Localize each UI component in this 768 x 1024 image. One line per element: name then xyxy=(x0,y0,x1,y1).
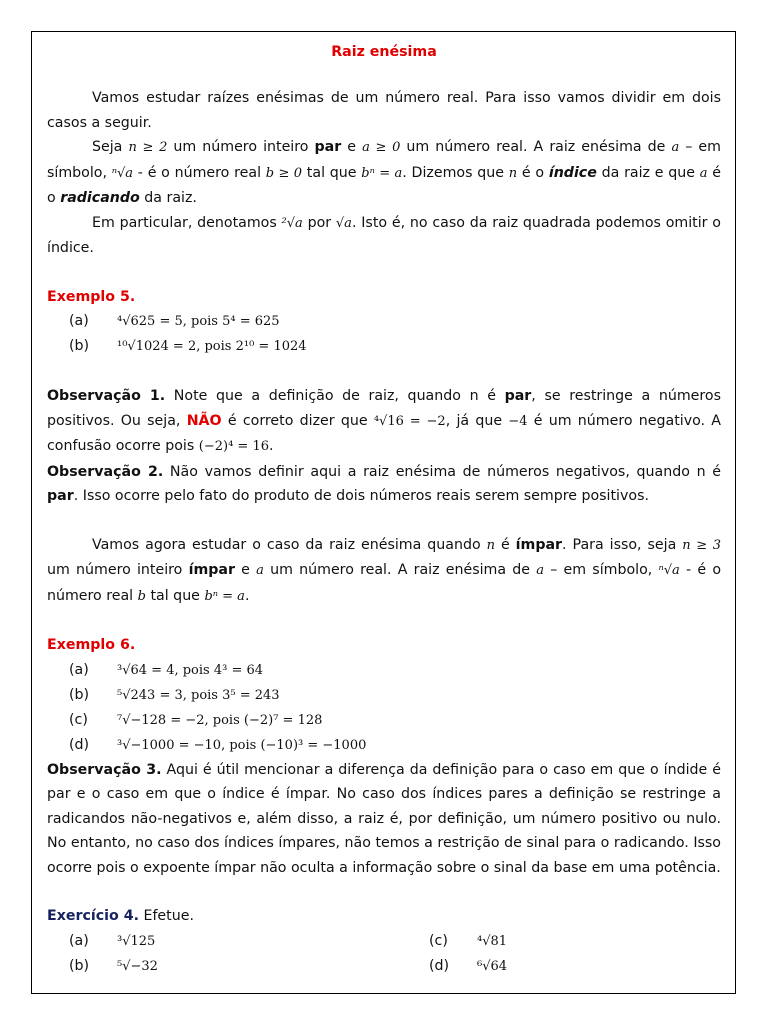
item-label: (b) xyxy=(69,338,90,354)
item-expression: ⁴√625 = 5, pois 5⁴ = 625 xyxy=(117,314,280,329)
item-label: (a) xyxy=(69,313,89,329)
text-run: e xyxy=(234,562,257,578)
exercise-heading-label: Exercício 4. xyxy=(47,908,139,924)
text-run: é o xyxy=(47,164,721,206)
item-label: (b) xyxy=(69,686,90,703)
bold-italic-term: radicando xyxy=(60,190,140,206)
math-inline: ²√a xyxy=(281,215,303,231)
odd-root-paragraph xyxy=(47,533,721,610)
observation-1 xyxy=(47,384,721,460)
emphasis-nao: NÃO xyxy=(186,412,222,429)
text-run: Em particular, denotamos xyxy=(92,214,282,231)
text-run: é um número negativo. A confusão ocorre pois xyxy=(47,412,721,454)
bold-term: par xyxy=(314,139,342,155)
math-inline: n xyxy=(486,537,495,553)
text-run: . Isso ocorre pelo fato do produto de dois números reais serem sempre positivos. xyxy=(73,488,649,504)
example-6-item-b xyxy=(47,683,721,708)
text-run: é xyxy=(494,536,516,553)
item-expression: ³√−1000 = −10, pois (−10)³ = −1000 xyxy=(117,737,367,753)
math-inline: (−2)⁴ = 16 xyxy=(198,439,269,454)
text-run: – em símbolo, xyxy=(47,139,721,181)
text-run: e xyxy=(341,139,363,155)
item-expression: ⁶√64 xyxy=(477,958,508,974)
item-expression: ⁷√−128 = −2, pois (−2)⁷ = 128 xyxy=(117,712,323,728)
math-inline: a xyxy=(671,140,680,155)
page-title: Raiz enésima xyxy=(331,44,437,60)
example-5-item-a xyxy=(47,309,721,334)
bold-term: par xyxy=(47,488,74,504)
text-run: Vamos agora estudar o caso da raiz enésima quando xyxy=(92,536,487,553)
item-label: (a) xyxy=(69,661,89,678)
math-inline: b ≥ 0 xyxy=(265,165,303,181)
text-run: . Para isso, seja xyxy=(562,536,683,553)
math-inline: ⁴√16 = −2 xyxy=(373,413,446,429)
math-inline: b xyxy=(137,588,146,604)
math-inline: n ≥ 3 xyxy=(682,537,721,553)
intro-paragraph-3 xyxy=(47,211,721,261)
item-expression: ⁵√−32 xyxy=(117,958,158,974)
math-inline: n ≥ 2 xyxy=(128,140,168,155)
item-label: (b) xyxy=(69,957,90,974)
text-run: Não vamos definir aqui a raiz enésima de números negativos, quando n é xyxy=(163,463,721,480)
math-inline: a xyxy=(699,165,708,181)
text-run: - é o número real xyxy=(47,562,721,604)
text-run: . xyxy=(244,587,250,604)
text-run: . Isto é, no caso da raiz quadrada podemos omitir o índice. xyxy=(47,214,721,256)
text-run: é o xyxy=(517,164,549,181)
observation-2 xyxy=(47,460,721,509)
intro-paragraph-2 xyxy=(47,135,721,211)
item-label: (a) xyxy=(69,932,89,949)
math-inline: ⁿ√a xyxy=(658,563,680,578)
item-expression: ³√125 xyxy=(117,933,156,949)
example-5-item-b xyxy=(47,334,721,359)
observation-3 xyxy=(47,758,721,881)
text-run: Aqui é útil mencionar a diferença da definição para o caso em que o índide é par e o caso em que o índice é ímpar. No caso dos índices pares a definição se restringe a radicandos não-negativos e, além disso, a raiz é, por definição, um número positivo ou nulo. No entanto, no caso dos índices ímpares, não temos a restrição de sinal para o radicando. Isso ocorre pois o expoente ímpar não oculta a informação sobre o sinal da base em uma potência. xyxy=(47,761,721,876)
math-inline: a xyxy=(536,563,544,578)
item-label: (c) xyxy=(69,711,88,728)
text-run: um número inteiro xyxy=(47,562,189,578)
bold-term: ímpar xyxy=(515,536,563,553)
text-run: um número inteiro xyxy=(167,139,315,155)
math-inline: n xyxy=(508,165,518,181)
text-run: um número real. A raiz enésima de xyxy=(263,562,537,578)
example-6-item-d xyxy=(47,733,721,758)
text-run: por xyxy=(302,214,336,231)
observation-heading: Observação 3. xyxy=(47,761,162,778)
text-run: . Dizemos que xyxy=(402,164,509,181)
text-run: Seja xyxy=(92,139,129,155)
exercise-4-row-1 xyxy=(47,929,721,954)
item-expression: ⁴√81 xyxy=(477,933,508,949)
math-inline: ⁿ√a xyxy=(111,165,134,181)
item-label: (c) xyxy=(429,932,448,949)
text-run: . xyxy=(269,438,274,454)
text-run: Note que a definição de raiz, quando n é xyxy=(165,388,505,404)
intro-paragraph-1: Vamos estudar raízes enésimas de um número real. Para isso vamos dividir em dois casos a seguir. xyxy=(47,90,721,131)
math-inline: bⁿ = a xyxy=(204,588,245,604)
text-run: – em símbolo, xyxy=(544,562,659,578)
exercise-4-row-2 xyxy=(47,954,721,979)
document-body xyxy=(47,40,721,979)
observation-heading: Observação 2. xyxy=(47,463,164,480)
text-run: - é o número real xyxy=(133,164,266,181)
text-run: , já que xyxy=(445,412,509,429)
exercise-instruction: Efetue. xyxy=(138,908,194,924)
bold-term: par xyxy=(504,388,532,404)
example-6-heading: Exemplo 6. xyxy=(47,637,136,653)
example-6-item-a xyxy=(47,658,721,683)
math-inline: bⁿ = a xyxy=(361,165,403,181)
exercise-4-heading xyxy=(47,904,721,929)
text-run: da raiz e que xyxy=(596,164,700,181)
item-expression: ⁵√243 = 3, pois 3⁵ = 243 xyxy=(117,687,280,703)
math-inline: a xyxy=(256,563,264,578)
math-inline: −4 xyxy=(508,413,528,429)
item-expression: ³√64 = 4, pois 4³ = 64 xyxy=(117,662,264,678)
text-run: tal que xyxy=(302,164,362,181)
example-6-item-c xyxy=(47,708,721,733)
item-label: (d) xyxy=(429,957,450,974)
bold-term: ímpar xyxy=(188,562,235,578)
text-run: é correto dizer que xyxy=(221,412,374,429)
text-run: , se restringe a números positivos. Ou seja, xyxy=(47,388,721,429)
math-inline: √a xyxy=(335,215,352,231)
item-label: (d) xyxy=(69,736,90,753)
bold-italic-term: índice xyxy=(548,164,597,181)
text-run: um número real. A raiz enésima de xyxy=(400,139,672,155)
item-expression: ¹⁰√1024 = 2, pois 2¹⁰ = 1024 xyxy=(117,339,307,354)
text-run: tal que xyxy=(145,587,205,604)
math-inline: a ≥ 0 xyxy=(362,140,401,155)
text-run: da raiz. xyxy=(139,190,197,206)
example-5-heading: Exemplo 5. xyxy=(47,288,136,305)
observation-heading: Observação 1. xyxy=(47,388,166,404)
